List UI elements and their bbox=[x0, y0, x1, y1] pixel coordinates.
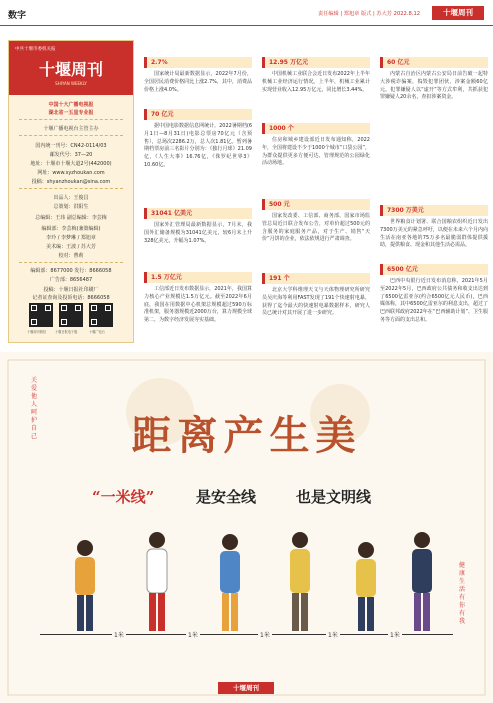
logo-name: 十堰周刊 bbox=[38, 60, 103, 79]
poster-brand: 十堰周刊 bbox=[218, 682, 274, 694]
staff-line: 总策划：洪阳生 bbox=[53, 204, 89, 210]
news-item bbox=[144, 272, 252, 325]
slogan-2: 湖北省一五星专业报 bbox=[48, 110, 94, 116]
news-item-title: 70 亿元 bbox=[144, 109, 252, 120]
logo-top-text: 中共十堰市委机关报 bbox=[15, 47, 56, 52]
person-figure bbox=[290, 532, 310, 631]
news-item bbox=[144, 109, 252, 170]
news-item bbox=[144, 208, 252, 245]
distance-label: 1米 bbox=[260, 632, 270, 639]
phone-line: 编辑部：8677000 发行：8666058 bbox=[30, 268, 112, 274]
qr-code-icon[interactable] bbox=[59, 303, 83, 327]
info-line: 国内统一刊号：CN42-0114/03 bbox=[35, 143, 107, 149]
news-item-text: 住房和城乡建设部近日发布通知称，2022年，全国将建设不少于1000个城市“口袋公园”，为群众提供更多方便可达、管理规范的公园绿化活动场地。 bbox=[262, 137, 370, 167]
vertical-slogan-right: 健康生活 有你有我 bbox=[458, 562, 465, 625]
person-figure bbox=[412, 532, 432, 631]
divider bbox=[19, 119, 123, 120]
person-figure bbox=[356, 542, 376, 631]
news-item-text: 巴西中央银行近日发布消息称，2021年5月至2022年5月，巴西政府公共债务和收支出达到了6500亿雷亚尔(约合6500亿元人民币)，巴西媒体称，其中6500亿雷亚尔的利息支出，超过了巴西联邦政府2022年在“巴西辅助计划”、卫生服务等方面的支出总和。 bbox=[380, 278, 488, 323]
masthead-logo bbox=[9, 41, 133, 95]
qr-caption: 十堰日报电子版 bbox=[55, 330, 78, 334]
news-item-text: 国家统计局最新数据显示，2022年7月份，全国居民消费价格同比上涨2.7%，其中，消费品价格上涨4.0%。 bbox=[144, 71, 252, 93]
divider bbox=[19, 262, 123, 263]
news-item-title: 12.95 万亿元 bbox=[262, 57, 370, 68]
news-item-title: 2.7% bbox=[144, 57, 252, 68]
news-item bbox=[262, 123, 370, 168]
news-item bbox=[262, 273, 370, 318]
qr-caption: 十堰广电台 bbox=[89, 330, 105, 334]
news-item bbox=[380, 264, 488, 325]
qr-code-icon[interactable] bbox=[89, 303, 113, 327]
news-item-title: 6500 亿元 bbox=[380, 264, 488, 275]
news-item-text: 世界粮食计划署、联合国粮农组织近日发出7300万美元的紧急呼吁，以便在未来六个月内向生活在南亚各地的75万多名最脆弱群体提供援助，提供粮食、现金和其他生活必需品。 bbox=[380, 219, 488, 249]
news-item bbox=[144, 57, 252, 94]
distance-label: 1米 bbox=[188, 632, 198, 639]
qr-caption: 十堰周刊微信 bbox=[27, 330, 47, 334]
news-item-title: 31041 亿美元 bbox=[144, 208, 252, 219]
distance-label: 1米 bbox=[328, 632, 338, 639]
news-item-title: 1000 个 bbox=[262, 123, 370, 134]
news-item bbox=[380, 57, 488, 102]
staff-line: 出品人：王俊昌 bbox=[53, 195, 89, 201]
footer-line: 记者证查询及投诉电话：8666058 bbox=[32, 295, 110, 301]
news-item bbox=[380, 205, 488, 250]
slogan-1: 中国十大广播电视报 bbox=[48, 102, 94, 108]
header-brand: 十堰周刊 bbox=[432, 6, 484, 20]
staff-line: 美术编：王波 / 苏大芳 bbox=[46, 244, 96, 250]
staff-line: 总编辑：王玮 副总编辑：李芸梅 bbox=[35, 215, 107, 221]
poster-subtitle-1: 是安全线 bbox=[196, 488, 257, 506]
distance-label: 1米 bbox=[114, 632, 124, 639]
news-item-title: 7300 万美元 bbox=[380, 205, 488, 216]
news-item-text: 中国机械工业联合会近日发布2022年上半年机械工业经济运行情况。上半年，机械工业累计实现营业收入12.95万亿元，同比增长3.44%。 bbox=[262, 71, 370, 93]
news-item-text: 国家发改委、工信部、商务部、国家市场监管总局近日联合发布公告，对单价超过500元的含服务的家庭服务产品，对于生产、销售“天价”月饼的企业，依法依规进行严肃调查。 bbox=[262, 213, 370, 243]
news-item-text: 据中国电影数据信息网统计，2022暑期档(6月1日—8月31日)电影总票房70亿元（含预售），总场次2286.2万，总人次1.81亿。暂列暑期档票房前三名影片分别为：《独行月球》21.09亿，《人生大事》16.76亿，《侏罗纪世界3》10.60亿。 bbox=[144, 123, 252, 168]
host-line: 十堰广播电视台主管主办 bbox=[43, 126, 99, 132]
news-item-title: 1.5 万亿元 bbox=[144, 272, 252, 283]
footer-line: 投稿：十堰日报社印刷厂 bbox=[43, 287, 99, 293]
news-item bbox=[262, 199, 370, 244]
page-header bbox=[0, 0, 493, 26]
logo-english: SHIYAN WEEKLY bbox=[55, 81, 87, 86]
info-line: 投稿：shyanzhoukan@sina.com bbox=[31, 179, 111, 185]
poster-title: 距离产生美 bbox=[131, 412, 362, 459]
news-item bbox=[262, 57, 370, 94]
news-item-title: 500 元 bbox=[262, 199, 370, 210]
info-line: 地址：十堰市十堰大道2号(442000) bbox=[30, 161, 112, 167]
poster-subtitle-quote: “一米线” bbox=[92, 488, 155, 506]
person-figure bbox=[220, 534, 240, 631]
vertical-slogan-left: 关爱他人呵护自己 bbox=[30, 377, 37, 440]
poster-subtitle-2: 也是文明线 bbox=[296, 488, 372, 506]
news-item-text: 工信部近日发布数据显示，2021年，我国算力核心产业规模达1.5万亿元。截至2022年6月底，我国在用数据中心机架总规模超过590万标准机架，服务器规模近2000万台，算力规模全球第二，为数字经济发展夯实基础。 bbox=[144, 286, 252, 324]
person-figure bbox=[147, 532, 167, 631]
people-illustration bbox=[0, 352, 493, 703]
news-item-text: 内蒙古自治区内蒙古公安局日前告破一起特大涉税诈骗案，捣毁犯罪团伙，涉案金额60亿元。犯罪嫌疑人以“虚开”等方式牟利，共抓获犯罪嫌疑人20余名，查扣涉案资金。 bbox=[380, 71, 488, 101]
staff-line: 李玲 / 李梦琳 / 郑旭章 bbox=[46, 235, 96, 241]
phone-line: 广告部：8656487 bbox=[49, 277, 93, 283]
person-figure bbox=[75, 540, 95, 631]
staff-line: 编辑部：李芸梅(兼策编辑) bbox=[41, 226, 101, 232]
news-item-title: 60 亿元 bbox=[380, 57, 488, 68]
masthead-box bbox=[8, 40, 134, 343]
divider bbox=[19, 135, 123, 136]
info-line: 网址：www.syzhoukan.com bbox=[37, 170, 105, 176]
divider bbox=[19, 188, 123, 189]
info-line: 邮发代号：37—20 bbox=[49, 152, 93, 158]
section-label: 数字 bbox=[8, 11, 27, 21]
news-item-title: 191 个 bbox=[262, 273, 370, 284]
editor-meta: 责任编辑 | 郑旭章 版式 | 苏大芳 2022.8.12 bbox=[318, 11, 421, 17]
qr-code-icon[interactable] bbox=[29, 303, 53, 327]
news-item-text: 国家外汇管理局最新数据显示，7月末，我国外汇储备规模为31041亿美元，较6月末上升328亿美元，升幅为1.07%。 bbox=[144, 222, 252, 244]
staff-line: 校对：曹莉 bbox=[58, 253, 84, 259]
social-distance-poster bbox=[0, 352, 493, 703]
distance-label: 1米 bbox=[390, 632, 400, 639]
news-item-text: 北京大学科维理天文与天体物理研究所研究员吴庆海等利用FAST发现了191个快速射电暴，获得了迄今最大的快速射电暴数据样本，研究人员已统计对其开展了进一步研究。 bbox=[262, 287, 370, 317]
